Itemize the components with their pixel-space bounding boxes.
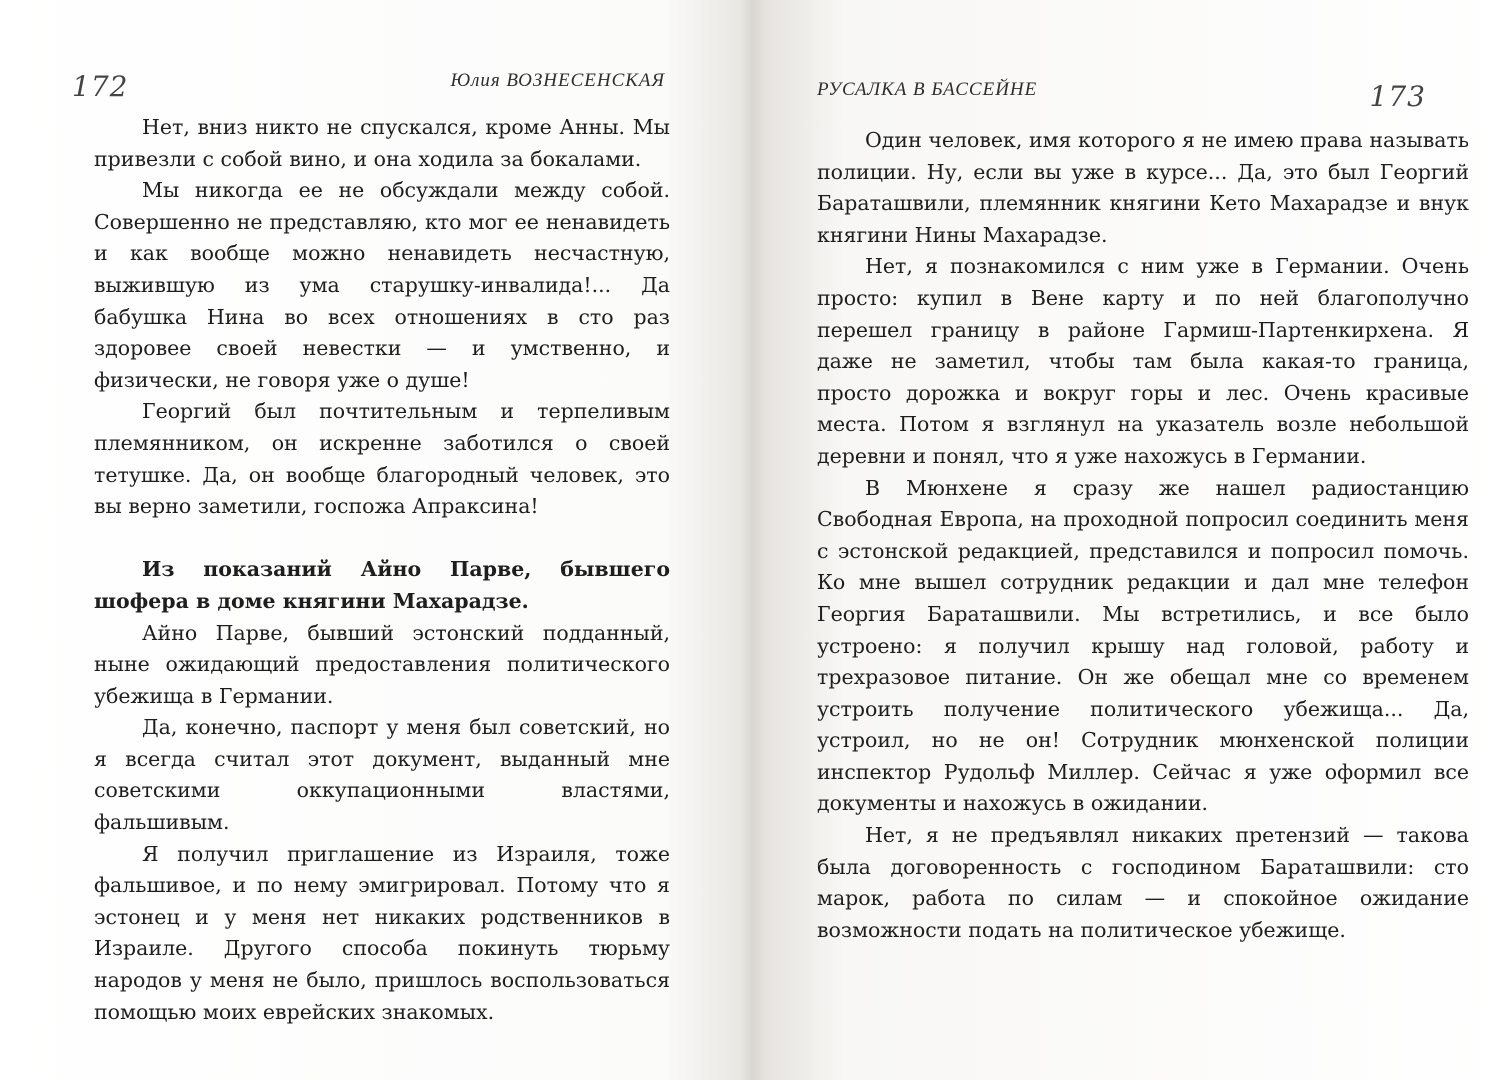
right-page-text xyxy=(817,125,1469,946)
paragraph: Нет, я познакомился с ним уже в Германии. Очень просто: купил в Вене карту и по ней благополучно перешел границу в районе Гармиш-Партенкирхена. Я даже не заметил, чтобы там была какая-то граница, просто дорожка и вокруг горы и лес. Очень красивые места. Потом я взглянул на указатель возле небольшой деревни и понял, что я уже нахожусь в Германии. xyxy=(817,254,1469,468)
paragraph: Мы никогда ее не обсуждали между собой. Совершенно не представляю, кто мог ее ненавидеть и как вообще можно ненавидеть несчастную, выжившую из ума старушку-инвалида!... Да бабушка Нина во всех отношениях в сто раз здоровее своей невестки — и умственно, и физически, не говоря уже о душе! xyxy=(94,178,670,392)
paragraph: Нет, я не предъявлял никаких претензий — такова была договоренность с господином Бараташвили: сто марок, работа по силам — и спокойное ожидание возможности подать на политическое убежище. xyxy=(817,823,1469,942)
section-heading: Из показаний Айно Парве, бывшего шофера в доме княгини Махарадзе. xyxy=(94,557,670,613)
paragraph: Айно Парве, бывший эстонский подданный, ныне ожидающий предоставления политического убежища в Германии. xyxy=(94,620,670,708)
left-page-text xyxy=(94,112,670,1028)
right-page xyxy=(753,0,1506,1080)
paragraph: Нет, вниз никто не спускался, кроме Анны. Мы привезли с собой вино, и она ходила за бокалами. xyxy=(94,115,670,171)
paragraph: Я получил приглашение из Израиля, тоже фальшивое, и по нему эмигрировал. Потому что я эстонец и у меня нет никаких родственников в Израиле. Другого способа покинуть тюрьму народов у меня не было, пришлось воспользоваться помощью моих еврейских знакомых. xyxy=(94,841,670,1024)
paragraph: Один человек, имя которого я не имею права называть полиции. Ну, если вы уже в курсе... Да, это был Георгий Бараташвили, племянник княгини Кето Махарадзе и внук княгини Нины Махарадзе. xyxy=(817,128,1469,247)
running-head-author: Юлия ВОЗНЕСЕНСКАЯ xyxy=(450,70,665,91)
paragraph: Да, конечно, паспорт у меня был советский, но я всегда считал этот документ, выданный мне советскими оккупационными властями, фальшивым. xyxy=(94,715,670,835)
running-head-title: РУСАЛКА В БАССЕЙНЕ xyxy=(817,79,1038,100)
paragraph: В Мюнхене я сразу же нашел радиостанцию Свободная Европа, на проходной попросил соединить меня с эстонской редакцией, представился и попросил помочь. Ко мне вышел сотрудник редакции и дал мне телефон Георгия Бараташвили. Мы встретились, и все было устроено: я получил крышу над головой, работу и трехразовое питание. Он же обещал мне со временем устроить получение политического убежища... Да, устроил, но не он! Сотрудник мюнхенской полиции инспектор Рудольф Миллер. Сейчас я уже оформил все документы и нахожусь в ожидании. xyxy=(817,475,1469,816)
page-number-right: 173 xyxy=(1369,80,1426,113)
page-number-left: 172 xyxy=(72,70,129,103)
paragraph: Георгий был почтительным и терпеливым племянником, он искренне заботился о своей тетушке. Да, он вообще благородный человек, это вы верно заметили, госпожа Апраксина! xyxy=(94,399,670,519)
